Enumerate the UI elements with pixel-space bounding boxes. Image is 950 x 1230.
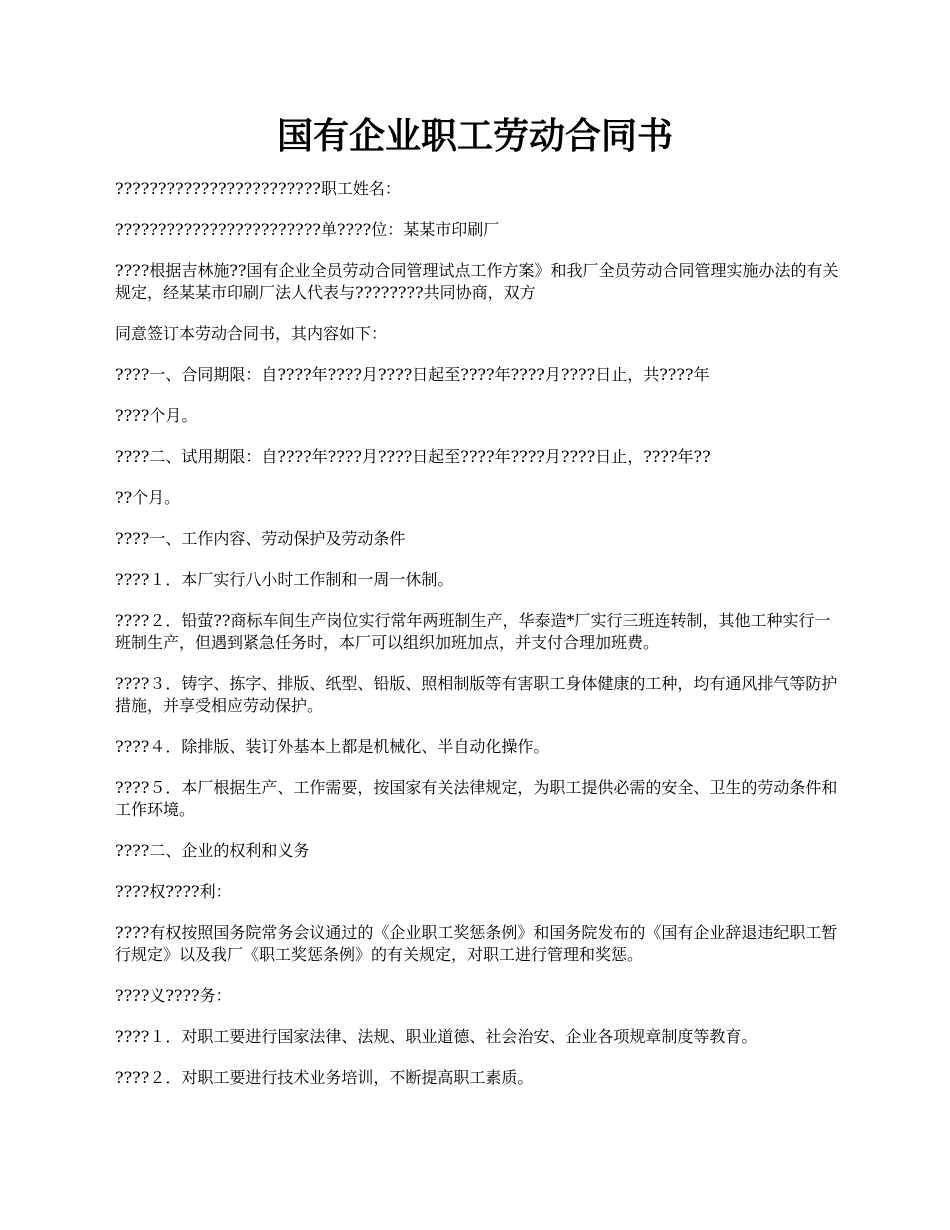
paragraph: ????１．本厂实行八小时工作制和一周一休制。 xyxy=(115,570,454,589)
paragraph: ??个月。 xyxy=(115,488,181,507)
paragraph: ????４．除排版、装订外基本上都是机械化、半自动化操作。 xyxy=(115,737,550,756)
paragraph: ????权????利： xyxy=(115,882,232,901)
paragraph: ????根据吉林施??国有企业全员劳动合同管理试点工作方案》和我厂全员劳动合同管理实施办法的有关规定，经某某市印刷厂法人代表与????????共同协商，双方 xyxy=(115,261,839,302)
paragraph: ????２．铅萤??商标车间生产岗位实行常年两班制生产，华泰造*厂实行三班连转制，其他工种实行一班制生产，但遇到紧急任务时，本厂可以组织加班加点，并支付合理加班费。 xyxy=(115,611,831,652)
paragraph: ????一、合同期限：自????年????月????日起至????年????月????日止，共????年 xyxy=(115,365,710,384)
paragraph: ????１．对职工要进行国家法律、法规、职业道德、社会治安、企业各项规章制度等教育。 xyxy=(115,1027,758,1046)
paragraph: ????５．本厂根据生产、工作需要，按国家有关法律规定，为职工提供必需的安全、卫生的劳动条件和工作环境。 xyxy=(115,778,838,819)
paragraph: ????义????务： xyxy=(115,986,232,1005)
paragraph: ????二、试用期限：自????年????月????日起至????年????月????日止，????年?? xyxy=(115,447,711,466)
paragraph: ????有权按照国务院常务会议通过的《企业职工奖惩条例》和国务院发布的《国有企业辞退违纪职工暂行规定》以及我厂《职工奖惩条例》的有关规定，对职工进行管理和奖惩。 xyxy=(115,923,838,964)
document-body xyxy=(115,178,845,1108)
paragraph: ????个月。 xyxy=(115,406,198,425)
document-title: 国有企业职工劳动合同书 xyxy=(276,115,673,157)
paragraph: ????????????????????????单????位：某某市印刷厂 xyxy=(115,220,500,239)
paragraph: ????二、企业的权利和义务 xyxy=(115,841,310,860)
paragraph: ????３．铸字、拣字、排版、纸型、铅版、照相制版等有害职工身体健康的工种，均有通风排气等防护措施，并享受相应劳动保护。 xyxy=(115,674,838,715)
paragraph: ????２．对职工要进行技术业务培训，不断提高职工素质。 xyxy=(115,1068,534,1087)
paragraph: ????????????????????????职工姓名： xyxy=(115,179,401,198)
paragraph: ????一、工作内容、劳动保护及劳动条件 xyxy=(115,529,406,548)
paragraph: 同意签订本劳动合同书，其内容如下： xyxy=(115,324,388,343)
